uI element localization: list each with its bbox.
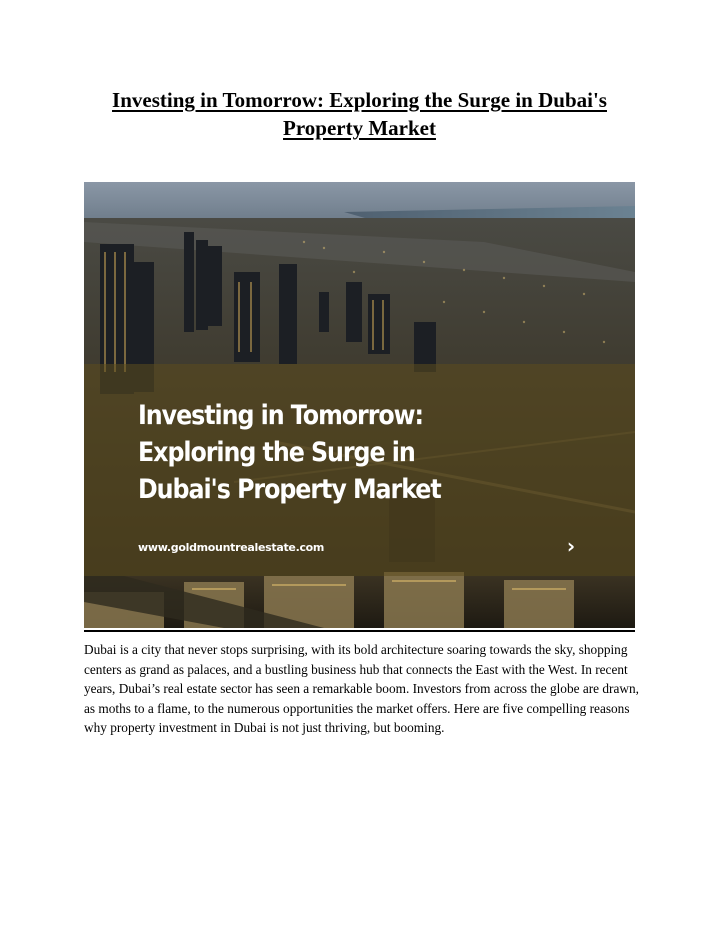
hero-headline: Investing in Tomorrow: Exploring the Surge in Dubai's Property Market [138, 400, 441, 505]
divider [84, 630, 635, 632]
hero-image [84, 182, 635, 628]
page-title: Investing in Tomorrow: Exploring the Surge in Dubai's Property Market [112, 88, 607, 140]
chevron-right-icon[interactable]: › [566, 534, 576, 558]
hero-url: www.goldmountrealestate.com [138, 541, 325, 554]
body-paragraph: Dubai is a city that never stops surprising, with its bold architecture soaring towards the sky, shopping centers as grand as palaces, and a bustling business hub that connects the East with the West. In recent years, Dubai’s real estate sector has seen a remarkable boom. Investors from across the globe are drawn, as moths to a flame, to the numerous opportunities the market offers. Here are five compelling reasons why property investment in Dubai is not just thriving, but booming. [84, 642, 639, 735]
